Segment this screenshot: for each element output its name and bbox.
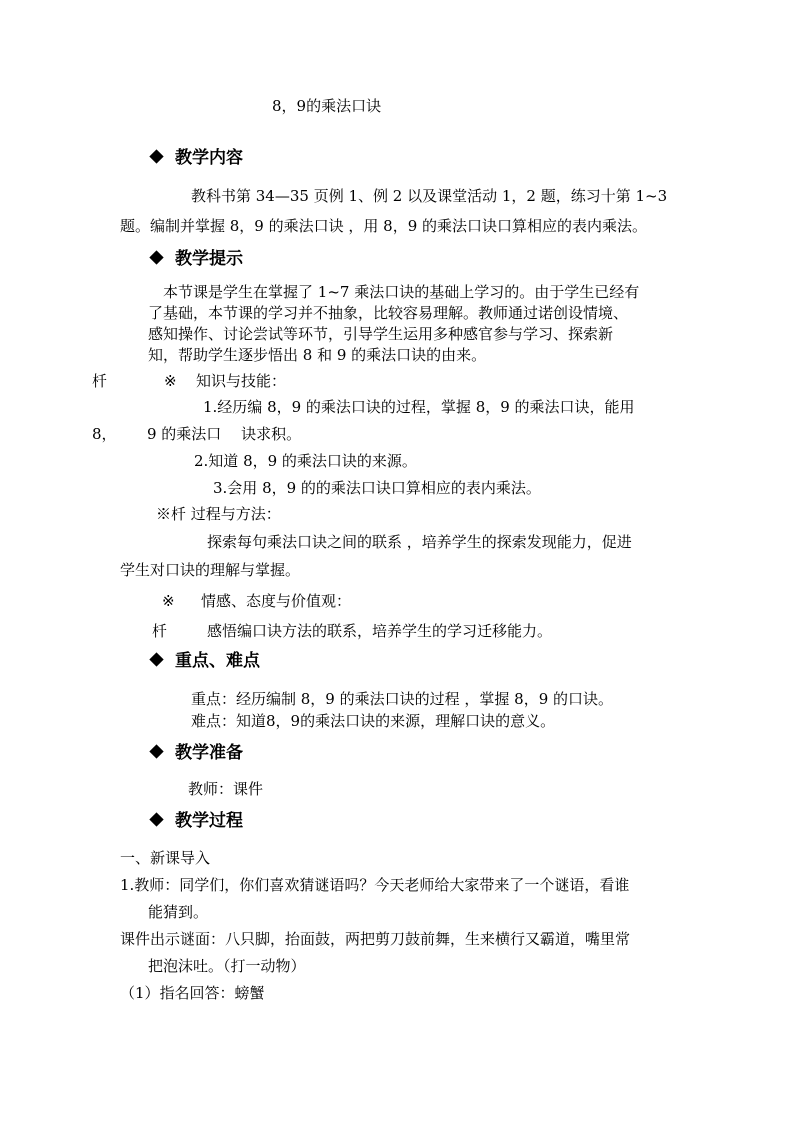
key-line-2: 难点：知道8，9的乘法口诀的来源，理解口诀的意义。 — [191, 712, 556, 730]
ev-line-1: 感悟编口诀方法的联系，培养学生的学习迁移能力。 — [207, 622, 553, 640]
heading-text: 教学准备 — [175, 743, 243, 763]
kc-mark: 杄 — [92, 372, 108, 390]
kc-star: ※ — [164, 372, 177, 390]
heading-text: 教学提示 — [175, 249, 243, 269]
diamond-bullet-icon — [149, 652, 163, 666]
heading-text: 重点、难点 — [175, 651, 260, 671]
hint-line-2: 了基础，本节课的学习并不抽象，比较容易理解。教师通过诺创设情境、 — [148, 304, 629, 322]
proc-line-2: 1.教师：同学们，你们喜欢猜谜语吗？今天老师给大家带来了一个谜语，看谁 — [120, 876, 630, 894]
proc-line-3: 能猜到。 — [148, 903, 209, 921]
pm-label: ※杄 过程与方法： — [156, 505, 281, 523]
kc-line-1b-b: 9 的乘法口 诀求积。 — [147, 425, 302, 443]
heading-process — [150, 810, 243, 832]
kc-line-1b-a: 8， — [92, 425, 117, 443]
hint-line-3: 感知操作、讨论尝试等环节，引导学生运用多种感官参与学习、探索新 — [148, 325, 614, 343]
prep-line-1: 教师：课件 — [188, 780, 264, 798]
pm-line-1: 探索每句乘法口诀之间的联系 ，培养学生的探索发现能力，促进 — [207, 533, 632, 551]
proc-line-1: 一、新课导入 — [120, 849, 211, 867]
diamond-bullet-icon — [149, 250, 163, 264]
hint-line-1: 本节课是学生在掌握了 1~7 乘法口诀的基础上学习的。由于学生已经有 — [163, 283, 640, 301]
diamond-bullet-icon — [149, 149, 163, 163]
key-line-1: 重点：经历编制 8，9 的乘法口诀的过程 ，掌握 8，9 的口诀。 — [191, 690, 614, 708]
ev-mark: 杄 — [152, 622, 168, 640]
diamond-bullet-icon — [149, 812, 163, 826]
ev-label: 情感、态度与价值观： — [201, 592, 352, 610]
proc-line-4: 课件出示谜面：八只脚，抬面鼓，两把剪刀鼓前舞，生来横行又霸道，嘴里常 — [120, 930, 631, 948]
heading-text: 教学内容 — [175, 148, 243, 168]
kc-label: 知识与技能： — [196, 372, 287, 390]
heading-teaching-content — [150, 147, 243, 169]
heading-teaching-hints — [150, 248, 243, 270]
proc-line-6: （1）指名回答：螃蟹 — [120, 984, 265, 1002]
kc-line-1: 1.经历编 8，9 的乘法口诀的过程，掌握 8，9 的乘法口诀，能用 — [203, 398, 635, 416]
hint-line-4: 知，帮助学生逐步悟出 8 和 9 的乘法口诀的由来。 — [148, 346, 487, 364]
ev-star: ※ — [162, 592, 175, 610]
diamond-bullet-icon — [149, 744, 163, 758]
heading-preparation — [150, 742, 243, 764]
content-line-1: 教科书第 34—35 页例 1、例 2 以及课堂活动 1，2 题，练习十第 1~3 — [191, 187, 668, 205]
heading-text: 教学过程 — [175, 811, 243, 831]
kc-line-3: 3.会用 8，9 的的乘法口诀口算相应的表内乘法。 — [213, 479, 541, 497]
pm-line-2: 学生对口诀的理解与掌握。 — [120, 561, 301, 579]
content-line-2: 题。编制并掌握 8，9 的乘法口诀 ，用 8，9 的乘法口诀口算相应的表内乘法。 — [120, 217, 648, 235]
doc-title: 8，9的乘法口诀 — [272, 97, 382, 115]
kc-line-2: 2.知道 8，9 的乘法口诀的来源。 — [194, 452, 417, 470]
proc-line-5: 把泡沫吐。（打一动物） — [148, 957, 306, 975]
heading-key-points — [150, 650, 260, 672]
